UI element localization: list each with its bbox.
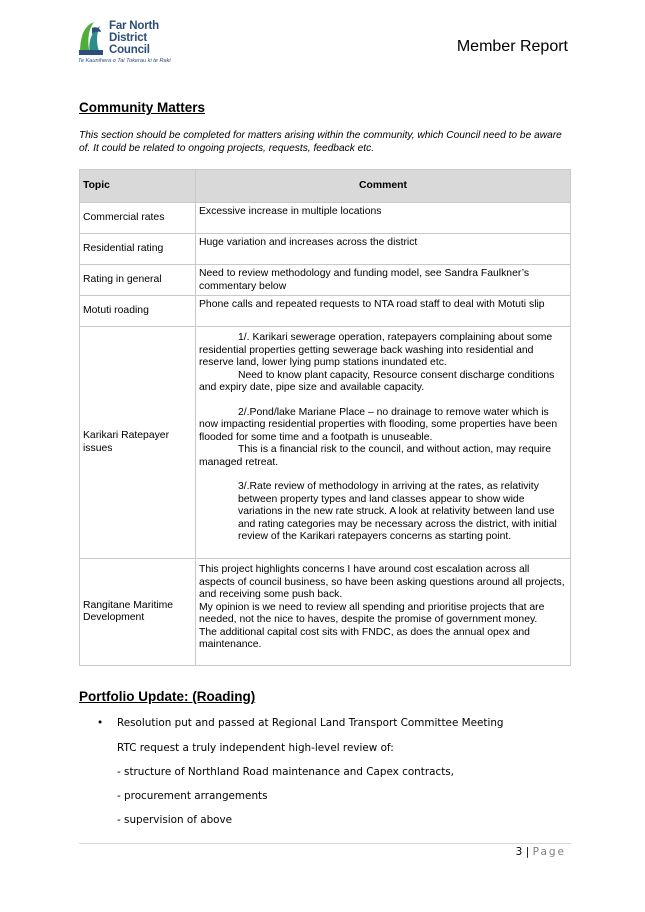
comment-text: Excessive increase in multiple locations <box>199 206 382 217</box>
topic-column-header: Topic <box>80 170 196 203</box>
topic-cell: Rangitane Maritime Development <box>80 559 196 666</box>
table-row <box>80 265 571 296</box>
comment-cell <box>196 265 571 296</box>
portfolio-line: RTC request a truly independent high-level review of: <box>117 742 394 754</box>
topic-cell: Commercial rates <box>80 203 196 234</box>
page-word: Page <box>532 846 566 858</box>
community-intro: This section should be completed for matters arising within the community, which Council need to be aware of. It could be related to ongoing projects, requests, feedback etc. <box>79 130 562 154</box>
community-matters-table <box>79 169 571 666</box>
comment-text: My opinion is we need to review all spending and prioritise projects that are needed, not the nice to haves, despite the promise of government money. <box>199 601 545 625</box>
table-row <box>80 203 571 234</box>
comment-text: 2/.Pond/lake Mariane Place – no drainage to remove water which is now impacting residential properties with flooding, some properties have been flooded for some time and a footpath is unuseable. <box>199 406 558 443</box>
table-row <box>80 296 571 327</box>
comment-column-header: Comment <box>196 170 571 203</box>
topic-cell: Rating in general <box>80 265 196 296</box>
bullet-icon: • <box>97 717 104 729</box>
topic-cell: Motuti roading <box>80 296 196 327</box>
topic-cell: Karikari Ratepayer issues <box>80 327 196 559</box>
table-row <box>80 327 571 559</box>
community-matters-heading: Community Matters <box>79 100 206 115</box>
page-number-value: 3 <box>515 846 523 858</box>
page-separator: | <box>525 846 530 858</box>
portfolio-line: - structure of Northland Road maintenance and Capex contracts, <box>117 766 454 778</box>
comment-text: Huge variation and increases across the district <box>199 237 418 248</box>
paragraph-gap <box>199 395 567 407</box>
council-logo-icon <box>78 20 104 56</box>
council-name-line1: Far North <box>109 20 159 32</box>
comment-text: 3/.Rate review of methodology in arriving at the rates, as relativity between property types and land classes appear to show wide variations in the new rate struck. A look at relativity between land use and rating categories may be necessary across the district, with initial review of the Karikari ratepayers concerns as starting point. <box>238 481 557 542</box>
comment-cell <box>196 234 571 265</box>
page-number <box>516 846 566 858</box>
comment-text: 1/. Karikari sewerage operation, ratepayers complaining about some residential properties getting sewerage back washing into residential and reserve land, lower lying pump stations inundated etc. <box>199 332 553 368</box>
report-title: Member Report <box>456 38 568 55</box>
comment-cell <box>196 559 571 666</box>
portfolio-line: - procurement arrangements <box>117 790 268 802</box>
comment-cell <box>196 296 571 327</box>
table-row <box>80 559 571 666</box>
table-row <box>80 234 571 265</box>
council-name-line2: District Council <box>109 32 150 56</box>
portfolio-update-heading: Portfolio Update: (Roading) <box>79 689 256 704</box>
comment-text: Phone calls and repeated requests to NTA road staff to deal with Motuti slip <box>199 299 545 310</box>
footer-divider <box>79 843 571 844</box>
topic-cell: Residential rating <box>80 234 196 265</box>
portfolio-line: - supervision of above <box>117 814 233 826</box>
comment-text: This is a financial risk to the council, and without action, may require managed retreat. <box>199 444 552 468</box>
bullet-text: Resolution put and passed at Regional Land Transport Committee Meeting <box>117 717 504 729</box>
council-logo <box>78 18 188 68</box>
comment-text: Need to review methodology and funding model, see Sandra Faulkner’s commentary below <box>199 268 530 292</box>
comment-cell <box>196 203 571 234</box>
paragraph-gap <box>199 469 567 481</box>
comment-text: The additional capital cost sits with FNDC, as does the annual opex and maintenance. <box>199 626 530 650</box>
council-name <box>109 20 188 56</box>
comment-cell <box>196 327 571 559</box>
comment-text: Need to know plant capacity, Resource consent discharge conditions and expiry date, pipe size and available capacity. <box>199 369 555 393</box>
table-header-row <box>80 170 571 203</box>
council-tagline: Te Kaunihera o Tai Tokerau ki te Raki <box>78 58 171 64</box>
comment-text: This project highlights concerns I have around cost escalation across all aspects of council business, so have been asking questions around all projects, and receiving some push back. <box>199 564 565 600</box>
